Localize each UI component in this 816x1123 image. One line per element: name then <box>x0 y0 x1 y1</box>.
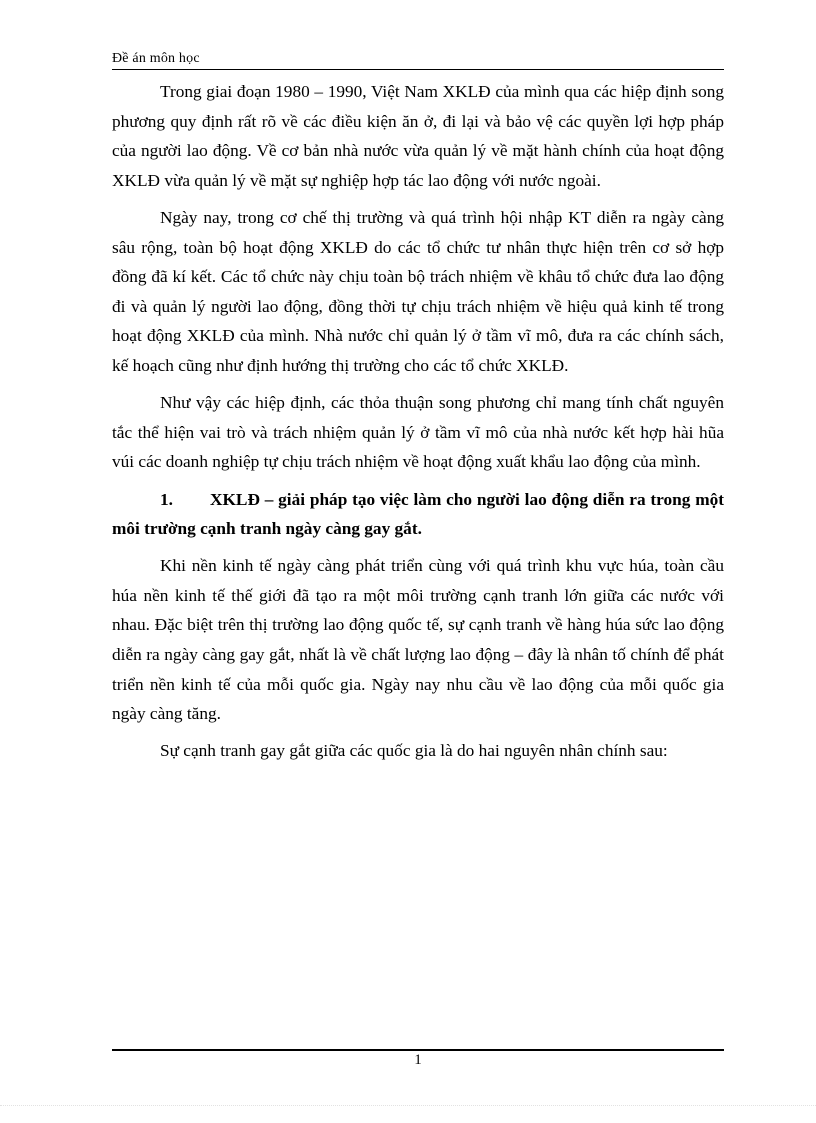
paragraph-2: Ngày nay, trong cơ chế thị trường và quá trình hội nhập KT diễn ra ngày càng sâu rộng, toàn bộ hoạt động XKLĐ do các tổ chức tư nhân thực hiện trên cơ sở hợp đồng đã kí kết. Các tổ chức này chịu toàn bộ trách nhiệm về khâu tổ chức đưa lao động đi và quản lý người lao động, đồng thời tự chịu trách nhiệm về hiệu quả kinh tế trong hoạt động XKLĐ của mình. Nhà nước chỉ quản lý ở tầm vĩ mô, đưa ra các chính sách, kế hoạch cũng như định hướng thị trường cho các tổ chức XKLĐ. <box>112 207 724 375</box>
header-rule <box>112 69 724 70</box>
page-header-title: Đề án môn học <box>112 51 200 66</box>
paragraph-3: Như vậy các hiệp định, các thỏa thuận song phương chỉ mang tính chất nguyên tắc thể hiện vai trò và trách nhiệm quản lý ở tầm vĩ mô của nhà nước kết hợp hài hũa vúi các doanh nghiệp tự chịu trách nhiệm về hoạt động xuất khẩu lao động của mình. <box>112 393 724 472</box>
footer-rule <box>112 1049 724 1051</box>
section-title: XKLĐ – giải pháp tạo việc làm cho người lao động diễn ra trong một môi trường cạnh tranh ngày càng gay gắt. <box>112 489 724 539</box>
page-bottom-dotted-line <box>0 1105 816 1106</box>
document-body <box>112 77 724 774</box>
page-number: 1 <box>414 1052 422 1068</box>
paragraph-4: Khi nền kinh tế ngày càng phát triển cùng với quá trình khu vực húa, toàn cầu húa nền kinh tế thế giới đã tạo ra một môi trường cạnh tranh lớn giữa các nước với nhau. Đặc biệt trên thị trường lao động quốc tế, sự cạnh tranh về hàng húa sức lao động diễn ra ngày càng gay gắt, nhất là về chất lượng lao động – đây là nhân tố chính để phát triển nền kinh tế của mỗi quốc gia. Ngày nay nhu cầu về lao động của mỗi quốc gia ngày càng tăng. <box>112 556 724 724</box>
section-number: 1. <box>160 489 173 509</box>
paragraph-1: Trong giai đoạn 1980 – 1990, Việt Nam XKLĐ của mình qua các hiệp định song phương quy định rất rõ về các điều kiện ăn ở, đi lại và bảo vệ các quyền lợi hợp pháp của người lao động. Về cơ bản nhà nước vừa quản lý về mặt hành chính của hoạt động XKLĐ vừa quản lý về mặt sự nghiệp hợp tác lao động với nước ngoài. <box>112 82 724 190</box>
section-heading <box>112 485 724 544</box>
paragraph-5: Sự cạnh tranh gay gắt giữa các quốc gia là do hai nguyên nhân chính sau: <box>160 741 668 761</box>
